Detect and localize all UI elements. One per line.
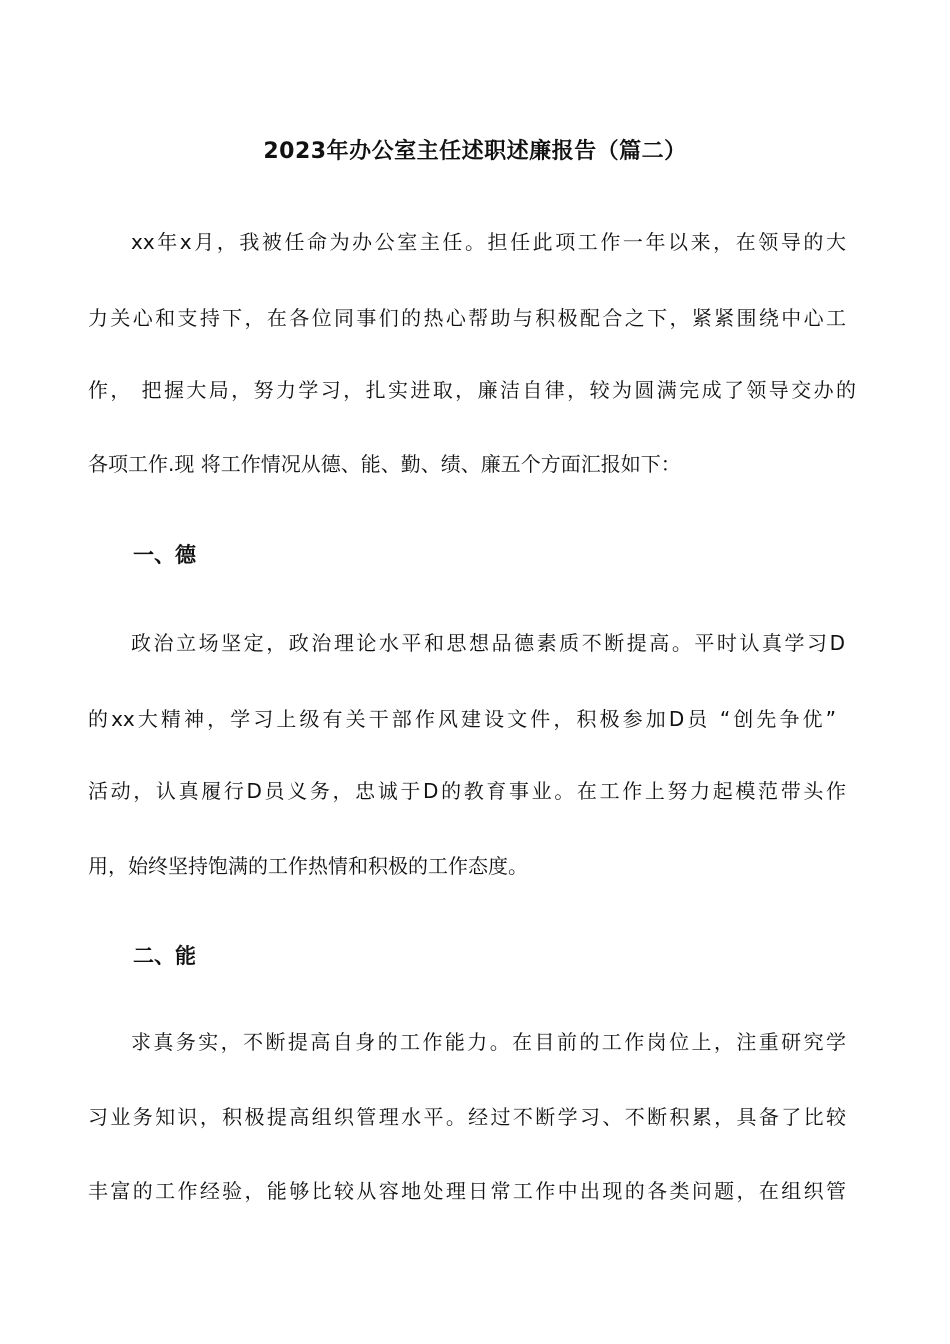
section1-line-3: 活动，认真履行D员义务，忠诚于D的教育事业。在工作上努力起模范带头作 <box>88 779 846 803</box>
section2-line-2: 习业务知识，积极提高组织管理水平。经过不断学习、不断积累，具备了比较 <box>88 1105 846 1129</box>
section1-line-1: 政治立场坚定，政治理论水平和思想品德素质不断提高。平时认真学习D <box>131 631 845 655</box>
section2-line-1: 求真务实，不断提高自身的工作能力。在目前的工作岗位上，注重研究学 <box>131 1030 846 1054</box>
document-title: 2023年办公室主任述职述廉报告（篇二） <box>263 139 687 164</box>
section1-line-2: 的xx大精神，学习上级有关干部作风建设文件，积极参加D员 “创先争优” <box>88 707 836 731</box>
intro-line-4: 各项工作.现 将工作情况从德、能、勤、绩、廉五个方面汇报如下： <box>88 452 681 476</box>
section1-line-4: 用，始终坚持饱满的工作热情和积极的工作态度。 <box>88 854 528 878</box>
section-heading-de: 一、德 <box>133 543 196 567</box>
intro-line-1: xx年x月，我被任命为办公室主任。担任此项工作一年以来，在领导的大 <box>131 230 846 254</box>
intro-line-3: 作， 把握大局，努力学习，扎实进取，廉洁自律，较为圆满完成了领导交办的 <box>88 378 856 402</box>
section2-line-3: 丰富的工作经验，能够比较从容地处理日常工作中出现的各类问题，在组织管 <box>88 1179 846 1203</box>
intro-line-2: 力关心和支持下，在各位同事们的热心帮助与积极配合之下，紧紧围绕中心工 <box>88 306 846 330</box>
section-heading-neng: 二、能 <box>133 944 196 968</box>
